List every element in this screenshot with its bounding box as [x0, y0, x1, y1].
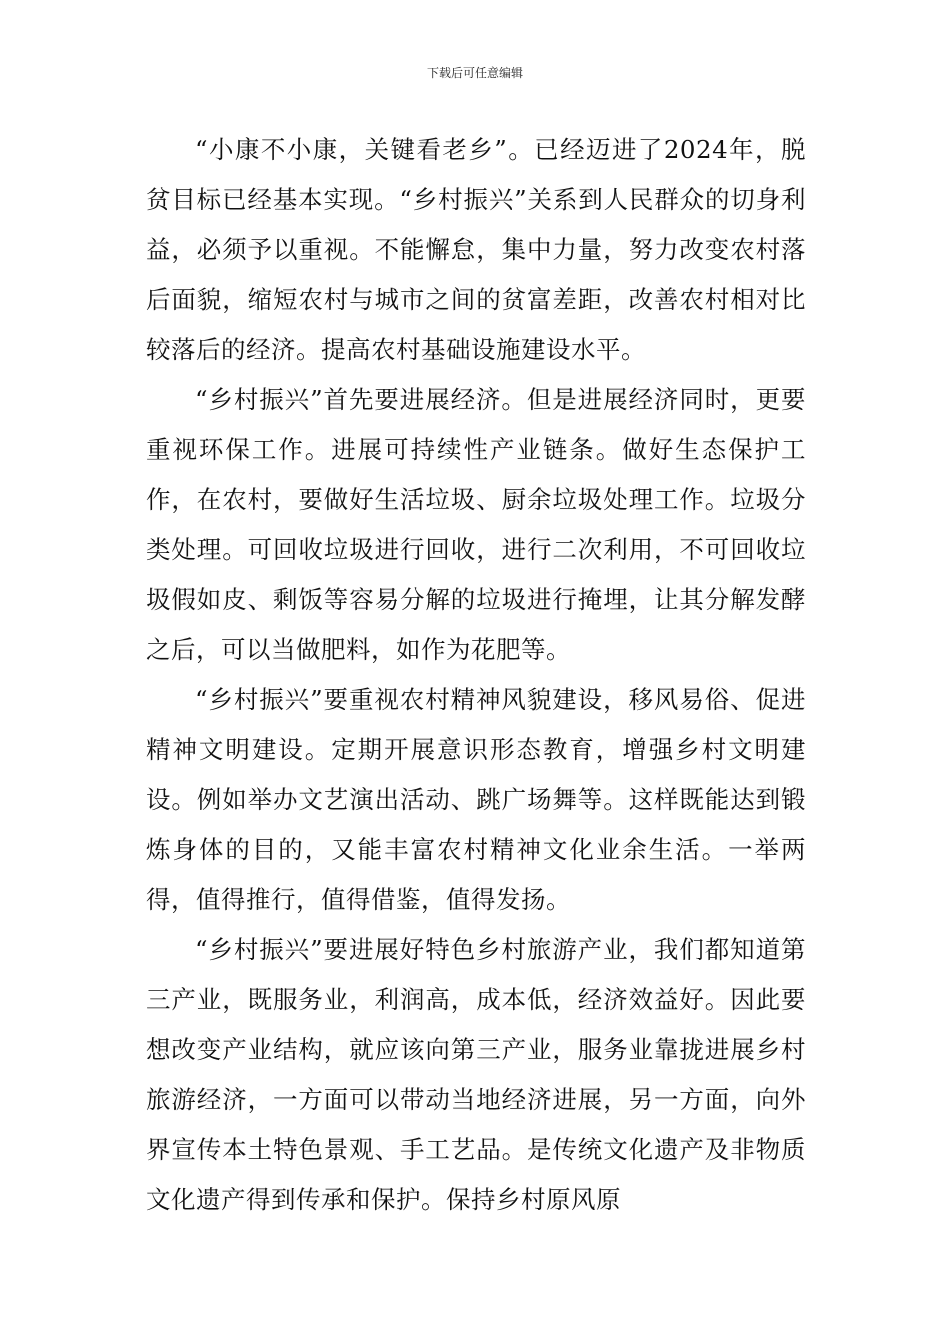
paragraph-3: “乡村振兴”要重视农村精神风貌建设，移风易俗、促进精神文明建设。定期开展意识形态教育，增强乡村文明建设。例如举办文艺演出活动、跳广场舞等。这样既能达到锻炼身体的目的，又能丰富农村精神文化业余生活。一举两得，值得推行，值得借鉴，值得发扬。 — [146, 685, 806, 914]
paragraph-4: “乡村振兴”要进展好特色乡村旅游产业，我们都知道第三产业，既服务业，利润高，成本低，经济效益好。因此要想改变产业结构，就应该向第三产业，服务业靠拢进展乡村旅游经济，一方面可以带动当地经济进展，另一方面，向外界宣传本土特色景观、手工艺品。是传统文化遗产及非物质文化遗产得到传承和保护。保持乡村原风原 — [146, 935, 806, 1214]
paragraph-1: “小康不小康，关键看老乡”。已经迈进了2024年，脱贫目标已经基本实现。“乡村振兴”关系到人民群众的切身利益，必须予以重视。不能懈怠，集中力量，努力改变农村落后面貌，缩短农村与城市之间的贫富差距，改善农村相对比较落后的经济。提高农村基础设施建设水平。 — [146, 135, 806, 364]
paragraph-2: “乡村振兴”首先要进展经济。但是进展经济同时，更要重视环保工作。进展可持续性产业链条。做好生态保护工作，在农村，要做好生活垃圾、厨余垃圾处理工作。垃圾分类处理。可回收垃圾进行回收，进行二次利用，不可回收垃圾假如皮、剩饭等容易分解的垃圾进行掩埋，让其分解发酵之后，可以当做肥料，如作为花肥等。 — [146, 385, 806, 664]
page-header: 下载后可任意编辑 — [426, 66, 523, 80]
document-body — [146, 125, 806, 1225]
